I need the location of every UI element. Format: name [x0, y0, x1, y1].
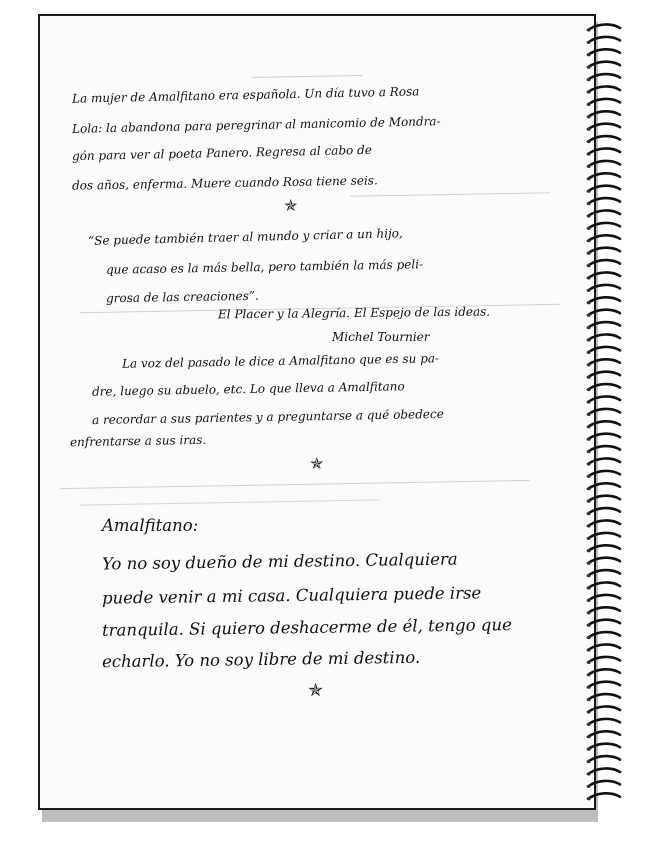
spiral-coil [588, 545, 620, 551]
binding-hole [587, 400, 590, 403]
binding-hole [587, 252, 590, 255]
spiral-coil [588, 632, 620, 638]
binding-hole [587, 524, 590, 527]
binding-hole [587, 500, 590, 503]
spiral-coil [588, 620, 620, 626]
binding-hole [587, 599, 590, 602]
binding-hole [587, 748, 590, 751]
binding-hole [587, 413, 590, 416]
spiral-coil [588, 210, 620, 216]
quote-line: “Se puede también traer al mundo y criar a un hijo, [87, 226, 403, 248]
binding-hole [587, 574, 590, 577]
spiral-coil [588, 731, 620, 737]
spiral-coil [588, 124, 620, 130]
binding-hole [587, 785, 590, 788]
binding-hole [587, 239, 590, 242]
note-line: La voz del pasado le dice a Amalfitano que es su pa- [121, 351, 440, 371]
note-line: enfrentarse a sus iras. [69, 432, 207, 450]
spiral-coil [588, 173, 620, 179]
spiral-coil [588, 421, 620, 427]
binding-hole [587, 686, 590, 689]
spiral-coil [588, 409, 620, 415]
spiral-coil [588, 781, 620, 787]
binding-hole [587, 512, 590, 515]
spiral-coil [588, 570, 620, 576]
binding-hole [587, 624, 590, 627]
bleed-through-mark [350, 192, 550, 196]
spiral-coil [588, 334, 620, 340]
binding-hole [587, 152, 590, 155]
binding-hole [587, 351, 590, 354]
spiral-coil [588, 558, 620, 564]
note-line: dos años, enferma. Muere cuando Rosa tiene seis. [71, 173, 378, 193]
quote-line: que acaso es la más bella, pero también la más peli- [105, 257, 424, 277]
binding-hole [587, 53, 590, 56]
binding-hole [587, 462, 590, 465]
spiral-coil [588, 657, 620, 663]
spiral-coil [588, 694, 620, 700]
spiral-coil [588, 446, 620, 452]
spiral-coil [588, 310, 620, 316]
star-icon: ✯ [284, 196, 298, 215]
binding-hole [587, 28, 590, 31]
spiral-coil [588, 136, 620, 142]
binding-hole [587, 326, 590, 329]
spiral-coil [588, 74, 620, 80]
spiral-coil [588, 644, 620, 650]
binding-hole [587, 128, 590, 131]
note-line: La mujer de Amalfitano era española. Un día tuvo a Rosa [71, 84, 420, 106]
spiral-coil [588, 24, 620, 30]
binding-hole [587, 338, 590, 341]
binding-hole [587, 214, 590, 217]
binding-hole [587, 41, 590, 44]
spiral-coil [588, 496, 620, 502]
binding-hole [587, 562, 590, 565]
bleed-through-mark [80, 499, 380, 505]
binding-hole [587, 673, 590, 676]
binding-hole [587, 165, 590, 168]
spiral-coil [588, 768, 620, 774]
note-line: echarlo. Yo no soy libre de mi destino. [101, 647, 421, 672]
binding-hole [587, 537, 590, 540]
binding-hole [587, 363, 590, 366]
spiral-coil [588, 235, 620, 241]
bleed-through-mark [60, 480, 530, 489]
binding-hole [587, 78, 590, 81]
spiral-coil [588, 248, 620, 254]
binding-hole [587, 202, 590, 205]
binding-hole [587, 90, 590, 93]
spiral-binding [586, 18, 626, 808]
spiral-coil [588, 793, 620, 799]
star-icon: ✯ [308, 680, 324, 701]
binding-hole [587, 710, 590, 713]
binding-hole [587, 103, 590, 106]
note-line: tranquila. Si quiero deshacerme de él, tengo que [101, 615, 512, 640]
spiral-coil [588, 223, 620, 229]
binding-hole [587, 475, 590, 478]
spiral-coil [588, 86, 620, 92]
binding-hole [587, 301, 590, 304]
spiral-coil [588, 148, 620, 154]
star-icon: ✯ [310, 454, 324, 473]
spiral-coil [588, 483, 620, 489]
spiral-coil [588, 607, 620, 613]
citation-source: El Placer y la Alegría. El Espejo de las ideas. [217, 304, 491, 322]
binding-hole [587, 227, 590, 230]
spiral-coil [588, 198, 620, 204]
spiral-coil [588, 384, 620, 390]
spiral-coil [588, 260, 620, 266]
note-line: dre, luego su abuelo, etc. Lo que lleva a Amalfitano [91, 379, 405, 399]
binding-hole [587, 376, 590, 379]
binding-hole [587, 648, 590, 651]
spiral-coil [588, 111, 620, 117]
note-line: Yo no soy dueño de mi destino. Cualquiera [101, 549, 458, 574]
section-heading: Amalfitano: [102, 516, 199, 535]
binding-hole [587, 487, 590, 490]
note-line: a recordar a sus parientes y a preguntarse a qué obedece [91, 406, 444, 428]
binding-hole [587, 314, 590, 317]
binding-hole [587, 177, 590, 180]
spiral-coil [588, 434, 620, 440]
binding-hole [587, 772, 590, 775]
spiral-coil [588, 396, 620, 402]
binding-hole [587, 276, 590, 279]
spiral-coil [588, 595, 620, 601]
spiral-coil [588, 297, 620, 303]
spiral-coil [588, 744, 620, 750]
spiral-coil [588, 347, 620, 353]
binding-hole [587, 264, 590, 267]
binding-hole [587, 140, 590, 143]
spiral-coil [588, 719, 620, 725]
spiral-coil [588, 62, 620, 68]
spiral-coil [588, 285, 620, 291]
spiral-coil [588, 322, 620, 328]
binding-hole [587, 438, 590, 441]
spiral-coil [588, 161, 620, 167]
spiral-coil [588, 458, 620, 464]
quote-line: grosa de las creaciones”. [105, 288, 259, 306]
binding-hole [587, 450, 590, 453]
notebook-page [38, 14, 596, 810]
spiral-coil [588, 669, 620, 675]
binding-hole [587, 723, 590, 726]
spiral-coil [588, 49, 620, 55]
spiral-coil [588, 533, 620, 539]
spiral-coil [588, 186, 620, 192]
bleed-through-mark [252, 75, 362, 78]
citation-author: Michel Tournier [332, 330, 430, 344]
binding-hole [587, 66, 590, 69]
note-line: gón para ver al poeta Panero. Regresa al cabo de [71, 142, 373, 164]
spiral-coil [588, 272, 620, 278]
note-line: puede venir a mi casa. Cualquiera puede irse [101, 583, 482, 608]
binding-hole [587, 797, 590, 800]
binding-hole [587, 698, 590, 701]
binding-hole [587, 586, 590, 589]
binding-hole [587, 735, 590, 738]
binding-hole [587, 549, 590, 552]
spiral-coil [588, 756, 620, 762]
binding-hole [587, 289, 590, 292]
spiral-coil [588, 471, 620, 477]
binding-hole [587, 190, 590, 193]
binding-hole [587, 760, 590, 763]
spiral-coil [588, 520, 620, 526]
binding-hole [587, 611, 590, 614]
binding-hole [587, 388, 590, 391]
spiral-coil [588, 99, 620, 105]
note-line: Lola: la abandona para peregrinar al manicomio de Mondra- [71, 114, 441, 136]
spiral-coil [588, 582, 620, 588]
binding-hole [587, 661, 590, 664]
spiral-coil [588, 372, 620, 378]
binding-hole [587, 115, 590, 118]
spiral-coil [588, 682, 620, 688]
spiral-coil [588, 37, 620, 43]
binding-hole [587, 425, 590, 428]
binding-hole [587, 636, 590, 639]
spiral-coil [588, 359, 620, 365]
spiral-coil [588, 508, 620, 514]
spiral-coil [588, 706, 620, 712]
